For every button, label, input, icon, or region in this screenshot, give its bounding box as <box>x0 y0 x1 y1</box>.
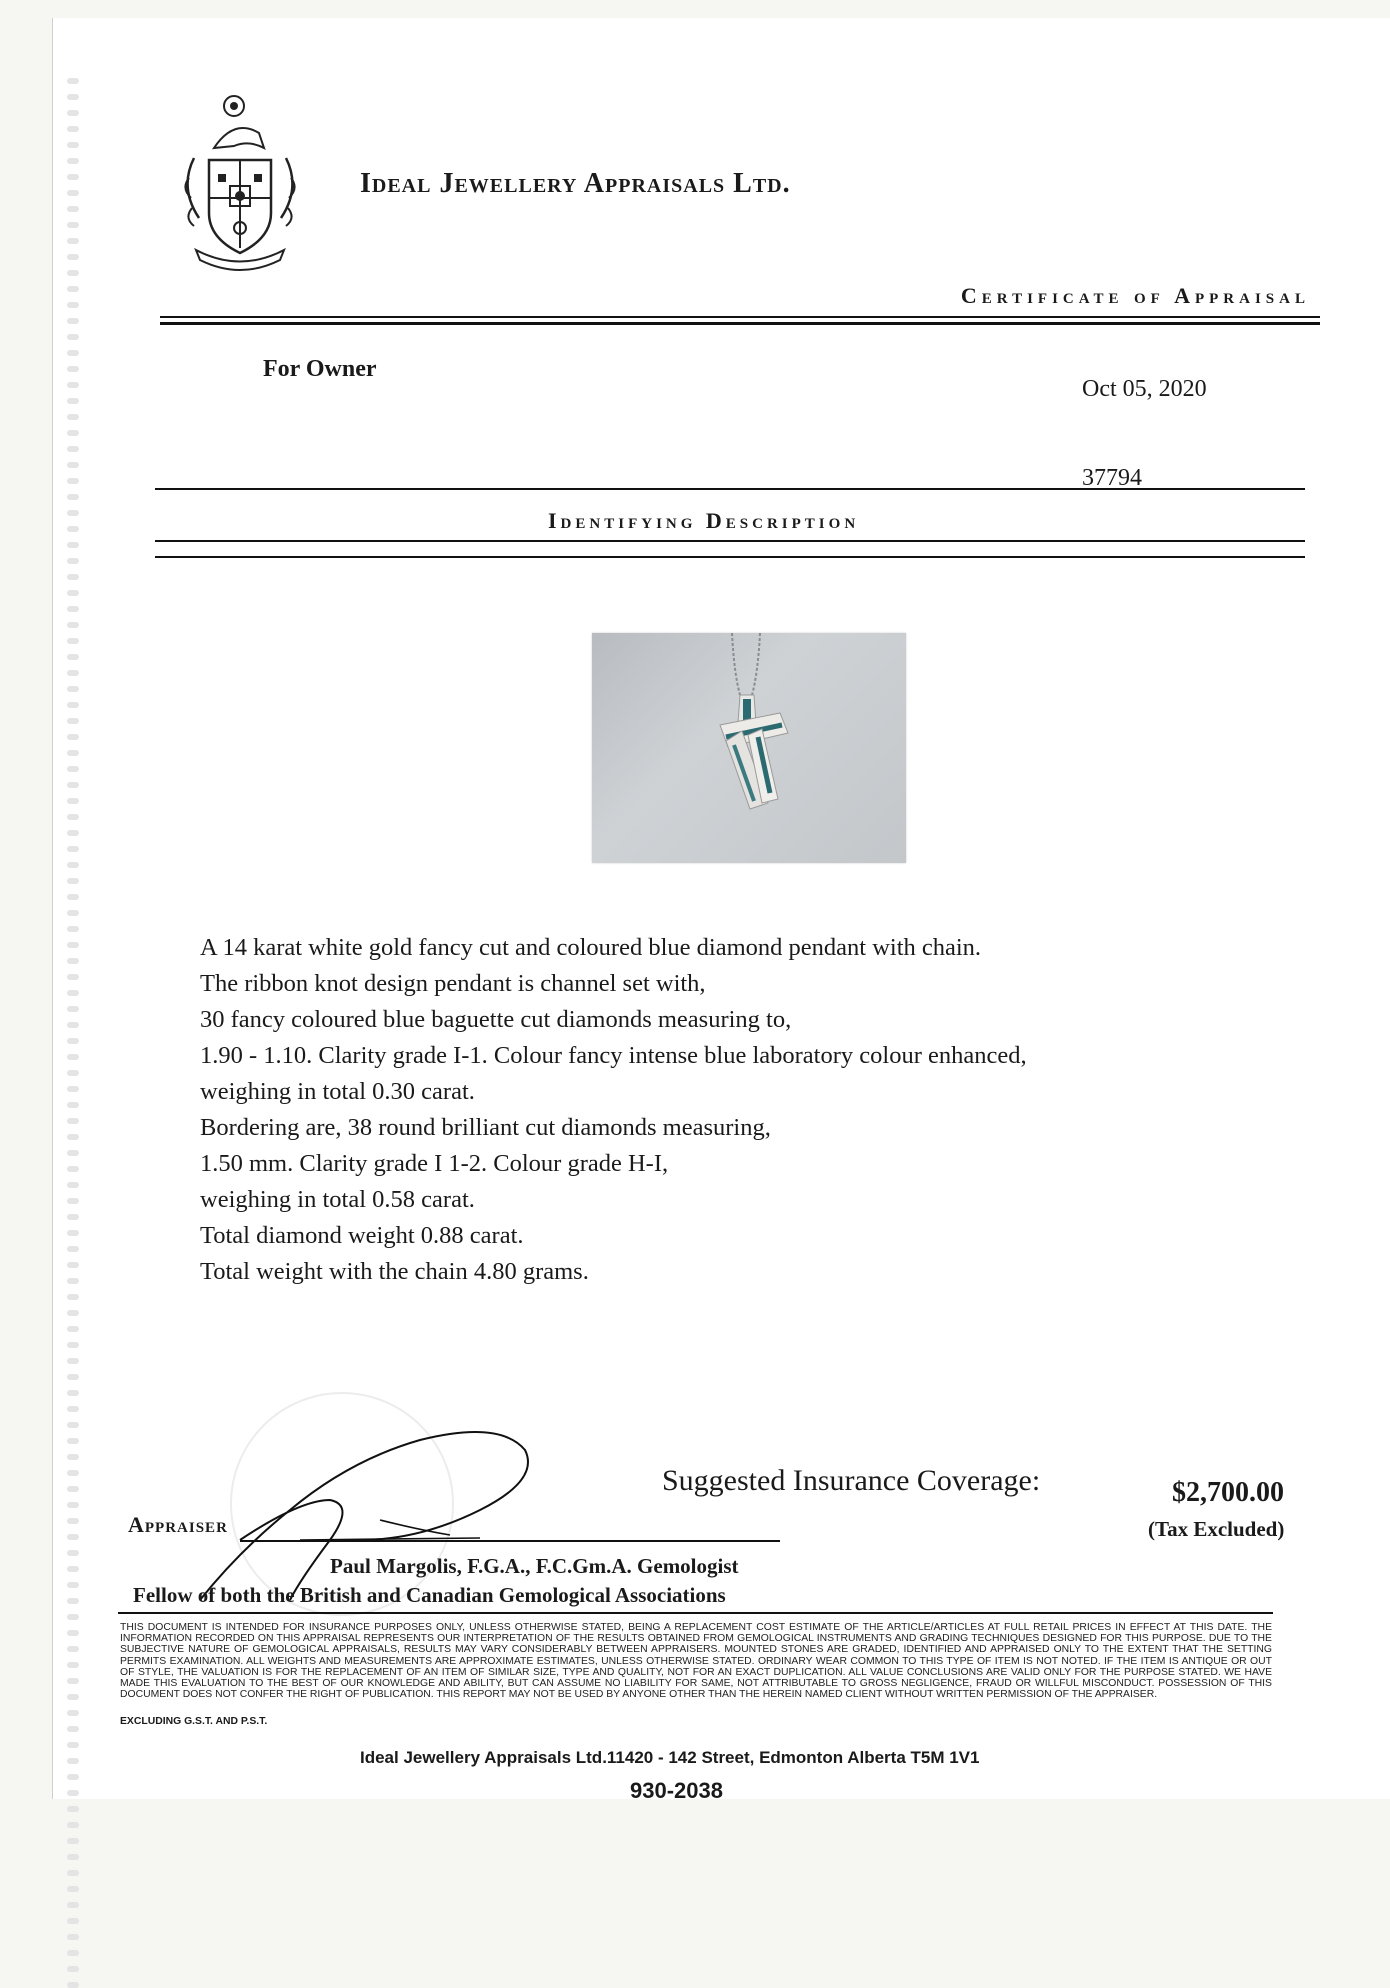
description-line: A 14 karat white gold fancy cut and coloured blue diamond pendant with chain. <box>200 934 982 961</box>
footer-phone: 930-2038 <box>630 1778 723 1803</box>
description-line: 1.50 mm. Clarity grade I 1-2. Colour grade H-I, <box>200 1150 669 1177</box>
section-rule-top <box>155 488 1305 490</box>
description-line: Total diamond weight 0.88 carat. <box>200 1222 524 1249</box>
appraiser-fellowship: Fellow of both the British and Canadian Gemological Associations <box>133 1583 726 1607</box>
description-line: Bordering are, 38 round brilliant cut diamonds measuring, <box>200 1114 771 1141</box>
section-rule-mid <box>155 540 1305 542</box>
appraiser-label: Appraiser <box>128 1512 228 1537</box>
description-line: weighing in total 0.58 carat. <box>200 1186 475 1213</box>
section-rule-bottom <box>155 556 1305 558</box>
pendant-photo <box>592 633 906 863</box>
coat-of-arms-logo <box>174 88 306 276</box>
description-line: weighing in total 0.30 carat. <box>200 1078 475 1105</box>
description-line: 1.90 - 1.10. Clarity grade I-1. Colour fancy intense blue laboratory colour enhanced, <box>200 1042 1027 1069</box>
description-line: Total weight with the chain 4.80 grams. <box>200 1258 589 1285</box>
legal-disclaimer: THIS DOCUMENT IS INTENDED FOR INSURANCE PURPOSES ONLY, UNLESS OTHERWISE STATED, BEING A REPLACEMENT COST ESTIMATE OF THE ARTICLE/ARTICLES AT FULL RETAIL PRICES IN EFFECT AT THIS DATE. THE INFORMATION RECORDED ON THIS APPRAISAL REPRESENTS OUR INTERPRETATION OF THE RESULTS OBTAINED FROM GEMOLOGICAL INSTRUMENTS AND GRADING TECHNIQUES DESIGNED FOR THIS PURPOSE. DUE TO THE SUBJECTIVE NATURE OF GEMOLOGICAL APPRAISALS, RESULTS MAY VARY CONSIDERABLY BETWEEN APPRAISERS. MOUNTED STONES ARE GRADED, IDENTIFIED AND APPRAISED ONLY TO THE EXTENT THAT THE SETTING PERMITS EXAMINATION. ALL WEIGHTS AND MEASUREMENTS ARE APPROXIMATE ESTIMATES, UNLESS OTHERWISE STATED. ORDINARY WEAR COMMON TO THIS TYPE OF ITEM IS NOT NOTED. IF THE ITEM IS ANTIQUE OR OUT OF STYLE, THE VALUATION IS FOR THE REPLACEMENT OF AN ITEM OF SIMILAR SIZE, TYPE AND QUALITY, NOT FOR AN EXACT DUPLICATION. ALL VALUE CONCLUSIONS ARE VALID ONLY FOR THE PURPOSE STATED. WE HAVE MADE THIS EVALUATION TO THE BEST OF OUR KNOWLEDGE AND ABILITY, BUT CAN ASSUME NO LIABILITY FOR SAME, NOT ATTRIBUTABLE TO GROSS NEGLIGENCE, FRAUD OR WILLFUL MISCONDUCT. POSSESSION OF THIS DOCUMENT DOES NOT CONFER THE RIGHT OF PUBLICATION. THIS REPORT MAY NOT BE USED BY ANYONE OTHER THAN THE HEREIN NAMED CLIENT WITHOUT WRITTEN PERMISSION OF THE APPRAISER. <box>120 1622 1272 1701</box>
company-name: Ideal Jewellery Appraisals Ltd. <box>360 168 791 199</box>
reference-number: 37794 <box>1082 465 1142 491</box>
binder-punch-holes <box>59 78 89 1778</box>
header-rule-bottom <box>160 322 1320 325</box>
insurance-coverage-amount: $2,700.00 <box>1172 1477 1284 1508</box>
description-line: The ribbon knot design pendant is channel set with, <box>200 970 706 997</box>
certificate-title: Certificate of Appraisal <box>960 283 1310 308</box>
tax-exclusion-note: EXCLUDING G.S.T. AND P.S.T. <box>120 1716 268 1727</box>
header-rule-top <box>160 316 1320 318</box>
footer-address: Ideal Jewellery Appraisals Ltd.11420 - 142 Street, Edmonton Alberta T5M 1V1 <box>360 1748 980 1767</box>
insurance-coverage-label: Suggested Insurance Coverage: <box>662 1464 1041 1497</box>
section-title: Identifying Description <box>548 508 860 533</box>
appraiser-name: Paul Margolis, F.G.A., F.C.Gm.A. Gemologist <box>330 1554 739 1578</box>
tax-note: (Tax Excluded) <box>1148 1517 1285 1541</box>
item-description <box>200 930 1220 1290</box>
disclaimer-rule <box>118 1612 1273 1614</box>
description-line: 30 fancy coloured blue baguette cut diamonds measuring to, <box>200 1006 792 1033</box>
owner-label: For Owner <box>263 356 377 382</box>
appraisal-date: Oct 05, 2020 <box>1082 376 1207 402</box>
